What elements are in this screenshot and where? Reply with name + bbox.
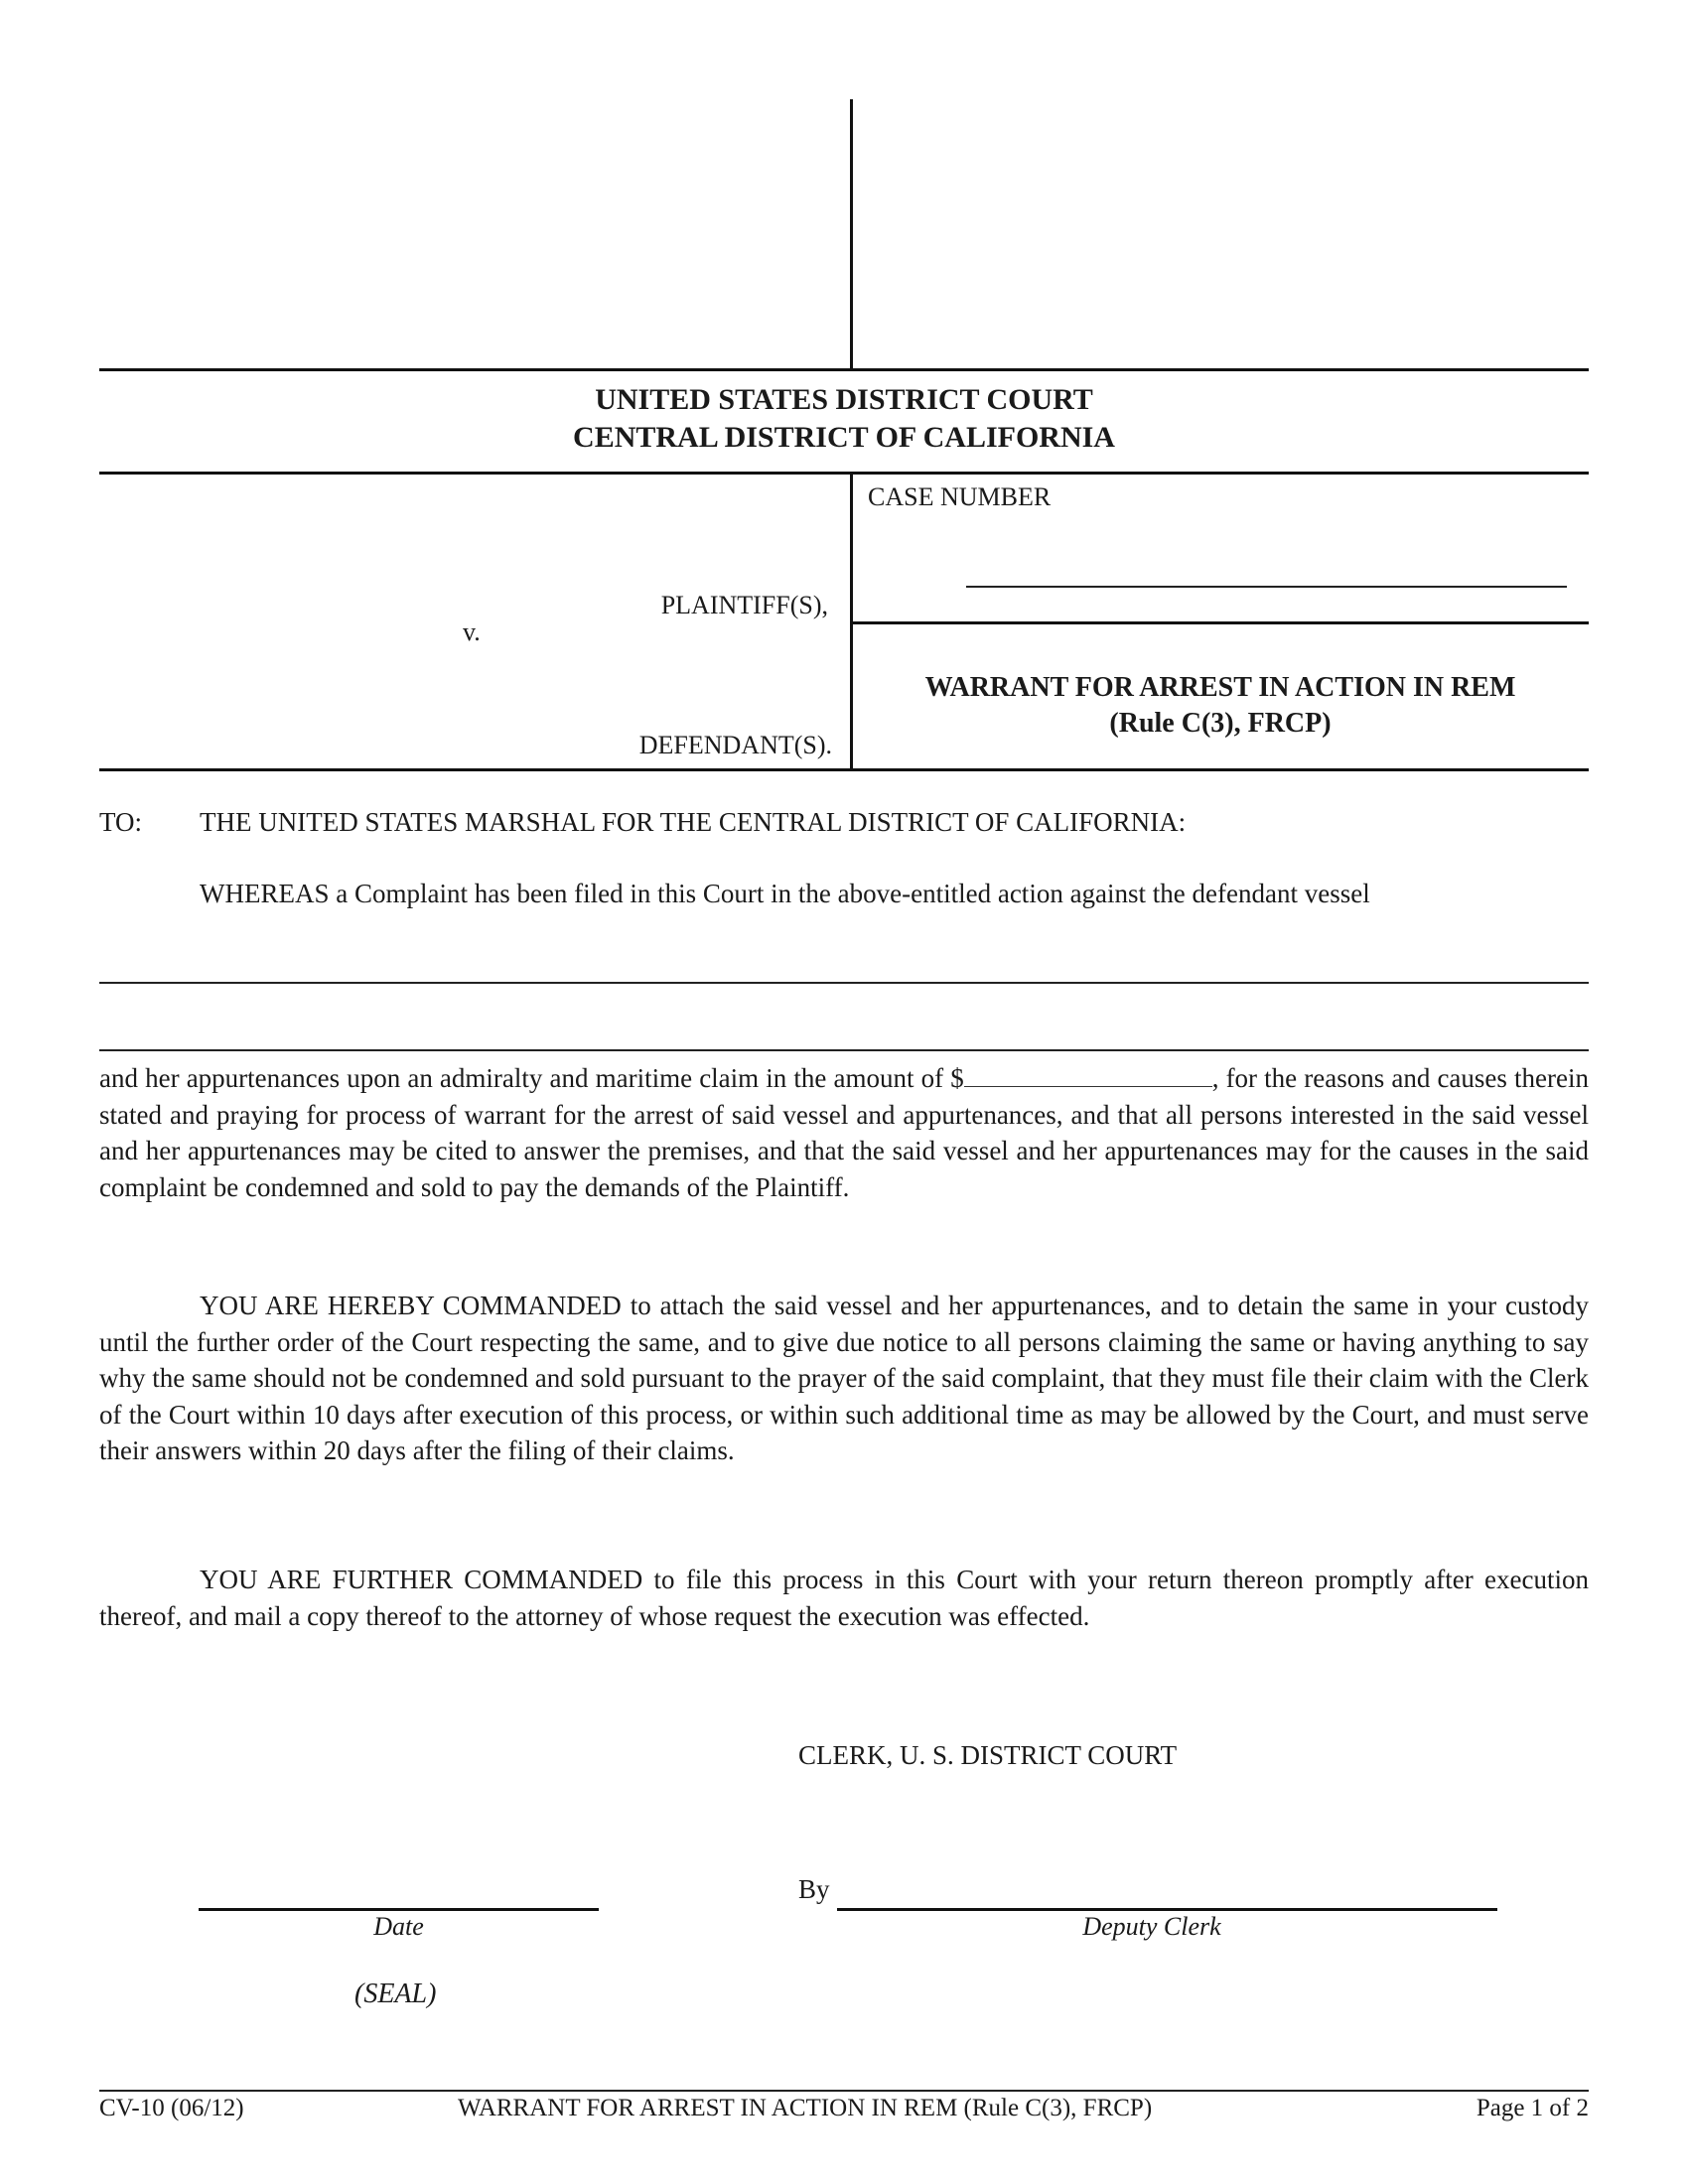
further-command-paragraph xyxy=(99,1562,1589,1634)
command-text: YOU ARE HEREBY COMMANDED to attach the said vessel and her appurtenances, and to detain the same in your custody until the further order of the Court respecting the same, and to give due notice to all persons claiming the same or having anything to say why the same should not be condemned and sold pursuant to the prayer of the said complaint, that they must file their claim with the Clerk of the Court within 10 days after execution of this process, or within such additional time as may be allowed by the Court, and must serve their answers within 20 days after the filing of their claims. xyxy=(99,1291,1589,1465)
defendant-label: DEFENDANT(S). xyxy=(638,731,832,759)
command-paragraph xyxy=(99,1288,1589,1469)
clerk-title: CLERK, U. S. DISTRICT COURT xyxy=(798,1740,1178,1770)
whereas-line: WHEREAS a Complaint has been filed in this Court in the above-entitled action against the defendant vessel xyxy=(200,879,1370,908)
plaintiff-label: PLAINTIFF(S), xyxy=(660,591,828,619)
to-label: TO: xyxy=(99,807,143,837)
deputy-clerk-label: Deputy Clerk xyxy=(1082,1912,1221,1941)
form-id: CV-10 (06/12) xyxy=(99,2095,244,2121)
case-number-label: CASE NUMBER xyxy=(868,482,1052,511)
warrant-title: WARRANT FOR ARREST IN ACTION IN REM xyxy=(924,672,1516,703)
footer-rule xyxy=(99,2090,1589,2092)
case-number-field[interactable] xyxy=(966,586,1567,588)
district-name: CENTRAL DISTRICT OF CALIFORNIA xyxy=(573,421,1115,454)
claim-paragraph xyxy=(99,1060,1589,1205)
rule-case-number-box xyxy=(850,621,1589,624)
caption-divider-top xyxy=(850,99,853,369)
claim-text-after: , for the reasons and causes therein stated and praying for process of warrant for the arrest of said vessel and appurtenances, and that all persons interested in the said vessel and her appurtenances may be cited to answer the premises, and that the said vessel and her appurtenances may for the causes in the said complaint be condemned and sold to pay the demands of the Plaintiff. xyxy=(99,1063,1589,1202)
vessel-name-line-2[interactable] xyxy=(99,1049,1589,1051)
versus-label: v. xyxy=(463,617,481,646)
court-name: UNITED STATES DISTRICT COURT xyxy=(595,383,1093,416)
warrant-rule: (Rule C(3), FRCP) xyxy=(1109,708,1332,739)
rule-below-caption xyxy=(99,768,1589,771)
page-number: Page 1 of 2 xyxy=(1476,2095,1589,2121)
claim-amount-field[interactable] xyxy=(964,1062,1212,1087)
by-label: By xyxy=(798,1874,830,1904)
rule-above-court xyxy=(99,368,1589,371)
date-label: Date xyxy=(373,1912,424,1941)
further-command-text: YOU ARE FURTHER COMMANDED to file this process in this Court with your return thereon promptly after execution thereof, and mail a copy thereof to the attorney of whose request the execution was effected. xyxy=(99,1565,1589,1631)
claim-text-before: and her appurtenances upon an admiralty and maritime claim in the amount of $ xyxy=(99,1063,964,1093)
vessel-name-line-1[interactable] xyxy=(99,982,1589,984)
seal-label: (SEAL) xyxy=(354,1979,437,2009)
to-addressee: THE UNITED STATES MARSHAL FOR THE CENTRAL DISTRICT OF CALIFORNIA: xyxy=(200,807,1187,837)
rule-below-court xyxy=(99,472,1589,475)
footer-title: WARRANT FOR ARREST IN ACTION IN REM (Rule C(3), FRCP) xyxy=(458,2095,1153,2121)
